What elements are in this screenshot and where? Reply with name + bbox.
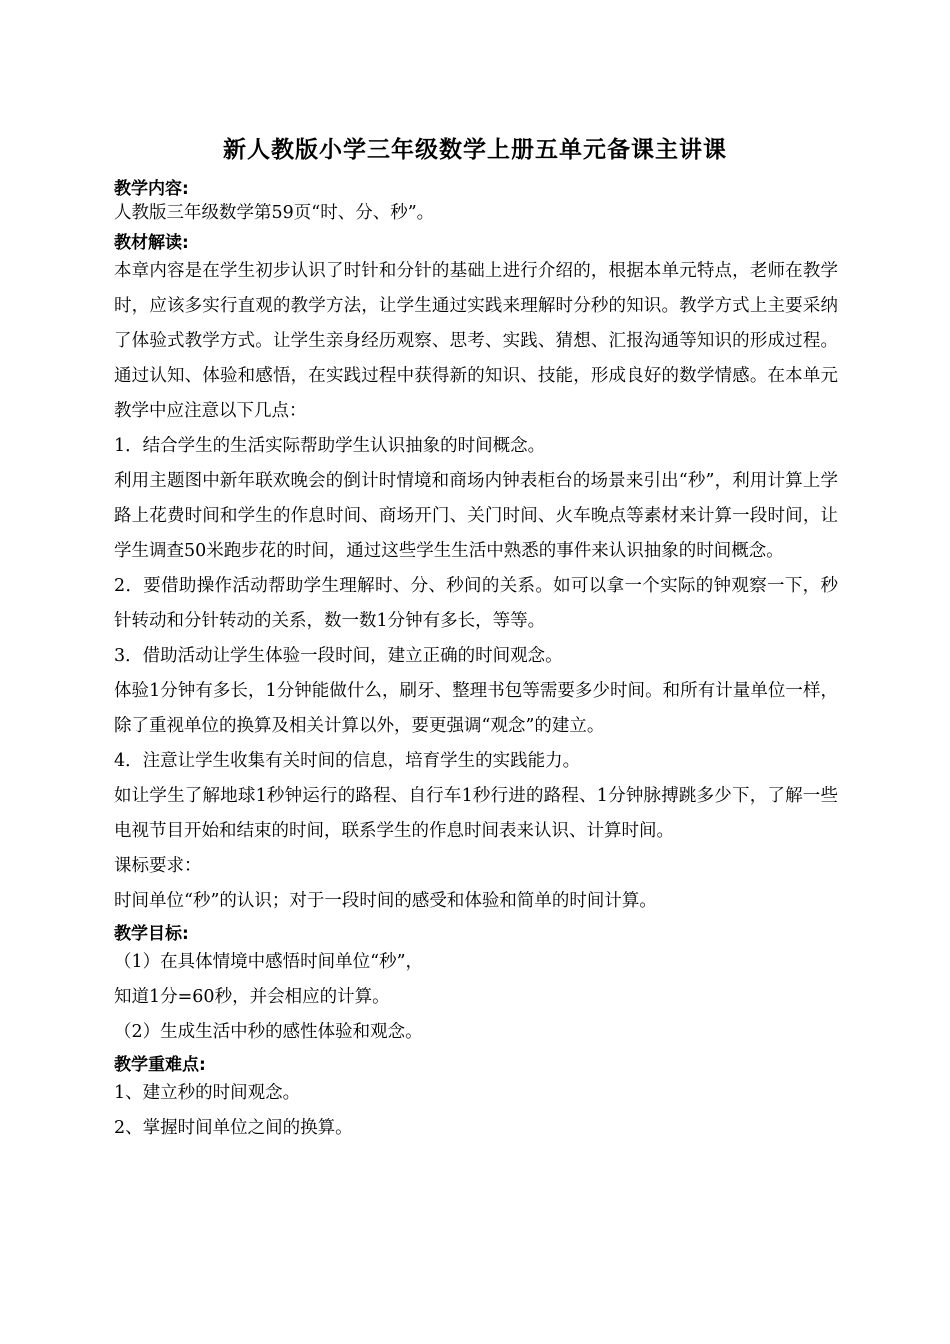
goal-2: （2）生成生活中秒的感性体验和观念。 — [114, 1022, 423, 1042]
reading-paragraph: 本章内容是在学生初步认识了时针和分针的基础上进行介绍的，根据本单元特点，老师在教学时，应该多实行直观的教学方法，让学生通过实践来理解时分秒的知识。教学方式上主要采纳了体验式教学方式。让学生亲身经历观察、思考、实践、猜想、汇报沟通等知识的形成过程。通过认知、体验和感悟，在实践过程中获得新的知识、技能，形成良好的数学情感。在本单元教学中应注意以下几点： — [114, 261, 838, 421]
point-3-paragraph: 体验1分钟有多长，1分钟能做什么，刷牙、整理书包等需要多少时间。和所有计量单位一样，除了重视单位的换算及相关计算以外，要更强调“观念”的建立。 — [114, 681, 838, 736]
document-body — [114, 178, 838, 1146]
key-point-1: 1、建立秒的时间观念。 — [114, 1083, 301, 1103]
document-title: 新人教版小学三年级数学上册五单元备课主讲课 — [223, 137, 727, 163]
content-text: 人教版三年级数学第59页“时、分、秒”。 — [114, 203, 435, 223]
goal-1-continued: 知道1分=60秒，并会相应的计算。 — [114, 987, 390, 1007]
key-point-2: 2、掌握时间单位之间的换算。 — [114, 1118, 353, 1138]
standard-text: 时间单位“秒”的认识；对于一段时间的感受和体验和简单的时间计算。 — [114, 891, 657, 911]
point-1-paragraph: 利用主题图中新年联欢晚会的倒计时情境和商场内钟表柜台的场景来引出“秒”，利用计算上学路上花费时间和学生的作息时间、商场开门、关门时间、火车晚点等素材来计算一段时间，让学生调查50米跑步花的时间，通过这些学生生活中熟悉的事件来认识抽象的时间概念。 — [114, 471, 838, 561]
point-4-paragraph: 如让学生了解地球1秒钟运行的路程、自行车1秒行进的路程、1分钟脉搏跳多少下，了解一些电视节目开始和结束的时间，联系学生的作息时间表来认识、计算时间。 — [114, 786, 838, 841]
standard-label: 课标要求： — [114, 856, 202, 876]
section-heading-content: 教学内容: — [114, 179, 189, 199]
point-1-title: 1．结合学生的生活实际帮助学生认识抽象的时间概念。 — [114, 436, 546, 456]
point-2-paragraph: 2．要借助操作活动帮助学生理解时、分、秒间的关系。如可以拿一个实际的钟观察一下，秒针转动和分针转动的关系，数一数1分钟有多长，等等。 — [114, 576, 838, 631]
goal-1: （1）在具体情境中感悟时间单位“秒”， — [114, 952, 424, 972]
point-4-title: 4．注意让学生收集有关时间的信息，培育学生的实践能力。 — [114, 751, 581, 771]
point-3-title: 3．借助活动让学生体验一段时间，建立正确的时间观念。 — [114, 646, 563, 666]
section-heading-reading: 教材解读: — [114, 233, 189, 253]
section-heading-key-points: 教学重难点: — [114, 1055, 206, 1075]
section-heading-goals: 教学目标: — [114, 924, 189, 944]
